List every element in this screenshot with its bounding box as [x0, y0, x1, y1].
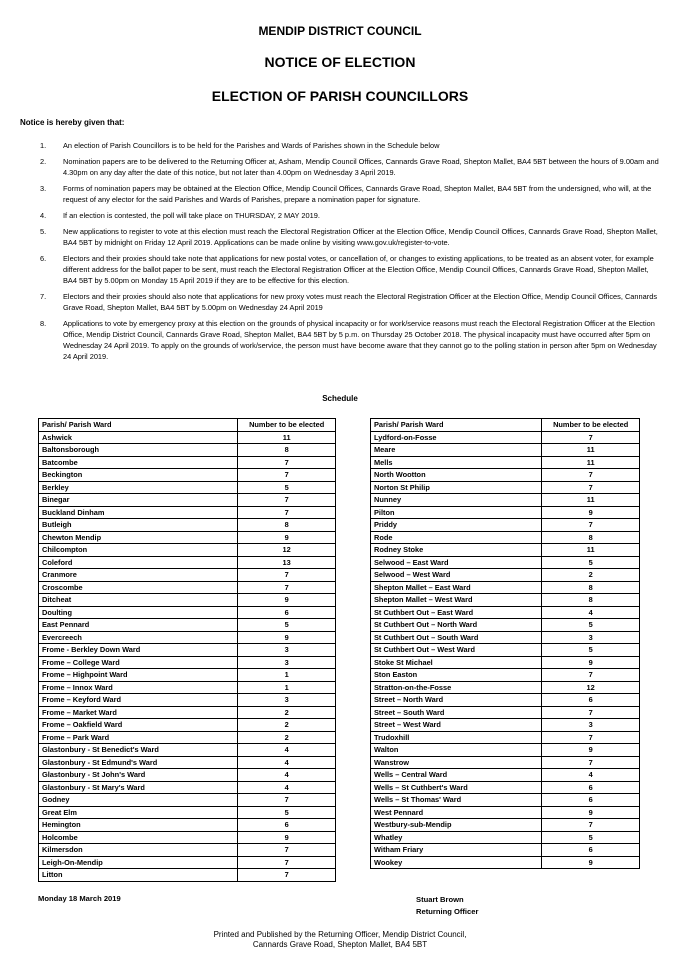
parish-name-cell: St Cuthbert Out – East Ward [371, 606, 542, 619]
parish-name-cell: Frome – Innox Ward [39, 681, 238, 694]
parish-name-cell: Wells – St Thomas' Ward [371, 794, 542, 807]
seats-count-cell: 7 [542, 469, 640, 482]
table-row [39, 594, 336, 607]
seats-count-cell: 13 [238, 556, 336, 569]
table-row [39, 494, 336, 507]
parish-name-cell: St Cuthbert Out – West Ward [371, 644, 542, 657]
table-row [371, 856, 640, 869]
seats-count-cell: 12 [542, 681, 640, 694]
parish-name-cell: Buckland Dinham [39, 506, 238, 519]
seats-count-cell: 6 [542, 694, 640, 707]
parish-name-cell: North Wootton [371, 469, 542, 482]
number-column-header: Number to be elected [238, 419, 336, 432]
parish-name-cell: Baltonsborough [39, 444, 238, 457]
seats-count-cell: 4 [238, 781, 336, 794]
table-row [371, 844, 640, 857]
table-row [371, 706, 640, 719]
publisher-footer [0, 930, 680, 950]
parish-name-cell: St Cuthbert Out – South Ward [371, 631, 542, 644]
parish-name-cell: Frome – Highpoint Ward [39, 669, 238, 682]
seats-count-cell: 11 [542, 544, 640, 557]
seats-count-cell: 4 [238, 744, 336, 757]
seats-count-cell: 9 [238, 831, 336, 844]
table-row [39, 469, 336, 482]
seats-count-cell: 3 [542, 631, 640, 644]
table-row [39, 756, 336, 769]
parish-name-cell: Beckington [39, 469, 238, 482]
parish-column-header: Parish/ Parish Ward [371, 419, 542, 432]
table-row [371, 581, 640, 594]
table-row [39, 744, 336, 757]
parish-name-cell: Trudoxhill [371, 731, 542, 744]
parish-name-cell: Glastonbury - St Benedict's Ward [39, 744, 238, 757]
table-row [39, 694, 336, 707]
table-row [371, 444, 640, 457]
seats-count-cell: 7 [542, 481, 640, 494]
table-row [371, 431, 640, 444]
table-header-row [371, 419, 640, 432]
parish-name-cell: Glastonbury - St Mary's Ward [39, 781, 238, 794]
seats-count-cell: 3 [238, 694, 336, 707]
table-row [371, 494, 640, 507]
parish-name-cell: Frome – Market Ward [39, 706, 238, 719]
parish-name-cell: Norton St Philip [371, 481, 542, 494]
notice-text: Electors and their proxies should take note that applications for new postal votes, or cancellation of, or changes to existing applications, to be treated as an absent voter, for example different address for the ballot paper to be sent, must reach the Electoral Registration Officer at the Election Office, Mendip Council Offices, Cannards Grave Road, Shepton Mallet, BA4 5BT by 5.00pm on Monday 15 April 2019 if they are to be effective for this election. [63, 254, 654, 285]
table-row [39, 581, 336, 594]
parish-name-cell: Wells – St Cuthbert's Ward [371, 781, 542, 794]
seats-count-cell: 7 [542, 431, 640, 444]
seats-count-cell: 4 [542, 769, 640, 782]
seats-count-cell: 6 [238, 819, 336, 832]
signatory-title: Returning Officer [416, 907, 479, 916]
table-row [39, 719, 336, 732]
notice-text: Nomination papers are to be delivered to the Returning Officer at, Asham, Mendip Council Offices, Cannards Grave Road, Shepton Mallet, BA4 5BT between the hours of 9.00am and 4.30pm on any day after the date of this notice, but not later than 4.00pm on Wednesday 3 April 2019. [63, 157, 659, 177]
seats-count-cell: 11 [238, 431, 336, 444]
table-row [371, 481, 640, 494]
table-row [39, 506, 336, 519]
parish-name-cell: Batcombe [39, 456, 238, 469]
table-row [371, 469, 640, 482]
seats-count-cell: 8 [238, 519, 336, 532]
parish-name-cell: Street – North Ward [371, 694, 542, 707]
seats-count-cell: 12 [238, 544, 336, 557]
notice-item [20, 210, 662, 221]
parish-name-cell: Stoke St Michael [371, 656, 542, 669]
parish-name-cell: Rodney Stoke [371, 544, 542, 557]
table-row [371, 756, 640, 769]
seats-count-cell: 9 [542, 806, 640, 819]
parish-name-cell: Hemington [39, 819, 238, 832]
seats-count-cell: 9 [238, 631, 336, 644]
parish-name-cell: Ditcheat [39, 594, 238, 607]
notice-number: 4. [40, 211, 47, 220]
table-row [39, 769, 336, 782]
parish-name-cell: Chilcompton [39, 544, 238, 557]
seats-count-cell: 7 [238, 494, 336, 507]
parish-column-header: Parish/ Parish Ward [39, 419, 238, 432]
seats-count-cell: 5 [542, 556, 640, 569]
footer-line: Cannards Grave Road, Shepton Mallet, BA4 5BT [252, 940, 428, 949]
parish-name-cell: Evercreech [39, 631, 238, 644]
parish-name-cell: Westbury-sub-Mendip [371, 819, 542, 832]
table-row [371, 456, 640, 469]
parish-name-cell: Butleigh [39, 519, 238, 532]
seats-count-cell: 6 [542, 781, 640, 794]
table-row [39, 481, 336, 494]
notice-title: NOTICE OF ELECTION [264, 54, 416, 70]
schedule-table-left [38, 418, 336, 882]
notice-text: Forms of nomination papers may be obtained at the Election Office, Mendip Council Offices, Cannards Grave Road, Shepton Mallet, BA4 5BT from the undersigned, who will, at the request of any elector for the said Parishes and Wards of Parishes, prepare a nomination paper for signature. [63, 184, 652, 204]
table-header-row [39, 419, 336, 432]
table-row [39, 806, 336, 819]
notice-text: If an election is contested, the poll will take place on THURSDAY, 2 MAY 2019. [63, 211, 320, 220]
seats-count-cell: 7 [542, 731, 640, 744]
table-row [371, 631, 640, 644]
seats-count-cell: 8 [238, 444, 336, 457]
table-row [371, 719, 640, 732]
table-row [371, 544, 640, 557]
table-row [39, 819, 336, 832]
seats-count-cell: 3 [542, 719, 640, 732]
table-row [39, 794, 336, 807]
seats-count-cell: 6 [238, 606, 336, 619]
table-row [39, 844, 336, 857]
seats-count-cell: 11 [542, 494, 640, 507]
seats-count-cell: 9 [542, 656, 640, 669]
seats-count-cell: 5 [542, 644, 640, 657]
table-row [39, 856, 336, 869]
table-row [39, 669, 336, 682]
parish-name-cell: Witham Friary [371, 844, 542, 857]
parish-name-cell: Leigh-On-Mendip [39, 856, 238, 869]
seats-count-cell: 3 [238, 644, 336, 657]
seats-count-cell: 11 [542, 456, 640, 469]
parish-name-cell: Coleford [39, 556, 238, 569]
schedule-title: Schedule [322, 394, 358, 403]
parish-name-cell: Cranmore [39, 569, 238, 582]
table-row [39, 519, 336, 532]
seats-count-cell: 4 [238, 756, 336, 769]
parish-name-cell: Frome - Berkley Down Ward [39, 644, 238, 657]
table-row [371, 806, 640, 819]
table-row [39, 431, 336, 444]
seats-count-cell: 8 [542, 581, 640, 594]
seats-count-cell: 9 [542, 744, 640, 757]
seats-count-cell: 7 [238, 794, 336, 807]
parish-name-cell: Kilmersdon [39, 844, 238, 857]
table-row [39, 681, 336, 694]
table-row [371, 506, 640, 519]
seats-count-cell: 7 [542, 706, 640, 719]
notice-number: 6. [40, 254, 47, 263]
parish-name-cell: Priddy [371, 519, 542, 532]
seats-count-cell: 5 [542, 831, 640, 844]
table-row [371, 606, 640, 619]
parish-name-cell: Glastonbury - St John's Ward [39, 769, 238, 782]
seats-count-cell: 8 [542, 594, 640, 607]
table-row [39, 456, 336, 469]
parish-name-cell: Frome – Oakfield Ward [39, 719, 238, 732]
table-row [371, 781, 640, 794]
parish-name-cell: Selwood – East Ward [371, 556, 542, 569]
parish-name-cell: Street – West Ward [371, 719, 542, 732]
parish-name-cell: Shepton Mallet – West Ward [371, 594, 542, 607]
table-row [39, 569, 336, 582]
seats-count-cell: 9 [542, 856, 640, 869]
table-row [39, 544, 336, 557]
seats-count-cell: 1 [238, 681, 336, 694]
table-row [371, 556, 640, 569]
seats-count-cell: 7 [238, 581, 336, 594]
parish-name-cell: West Pennard [371, 806, 542, 819]
table-row [371, 681, 640, 694]
notice-item [20, 140, 662, 151]
seats-count-cell: 9 [238, 594, 336, 607]
table-row [371, 519, 640, 532]
parish-name-cell: Lydford-on-Fosse [371, 431, 542, 444]
seats-count-cell: 7 [542, 519, 640, 532]
table-row [371, 619, 640, 632]
parish-name-cell: Binegar [39, 494, 238, 507]
intro-text: Notice is hereby given that: [20, 118, 125, 127]
table-row [39, 556, 336, 569]
parish-name-cell: Litton [39, 869, 238, 882]
notice-number: 2. [40, 157, 47, 166]
table-row [371, 594, 640, 607]
seats-count-cell: 7 [238, 469, 336, 482]
parish-name-cell: Glastonbury - St Edmund's Ward [39, 756, 238, 769]
parish-name-cell: Wanstrow [371, 756, 542, 769]
table-row [39, 706, 336, 719]
notice-list [20, 140, 662, 367]
parish-name-cell: Holcombe [39, 831, 238, 844]
table-row [39, 606, 336, 619]
seats-count-cell: 9 [542, 506, 640, 519]
seats-count-cell: 7 [542, 756, 640, 769]
notice-text: New applications to register to vote at this election must reach the Electoral Registration Officer at the Election Office, Mendip Council Offices, Cannards Grave Road, Shepton Mallet, BA4 5BT by midnight on Friday 12 April 2019. Applications can be made online by visiting www.gov.uk/register-to-vote. [63, 227, 658, 247]
seats-count-cell: 2 [238, 719, 336, 732]
seats-count-cell: 7 [542, 819, 640, 832]
parish-name-cell: Frome – Park Ward [39, 731, 238, 744]
seats-count-cell: 5 [238, 806, 336, 819]
parish-name-cell: Chewton Mendip [39, 531, 238, 544]
parish-name-cell: Selwood – West Ward [371, 569, 542, 582]
notice-date: Monday 18 March 2019 [38, 894, 121, 903]
parish-name-cell: Walton [371, 744, 542, 757]
seats-count-cell: 2 [238, 731, 336, 744]
seats-count-cell: 11 [542, 444, 640, 457]
notice-text: An election of Parish Councillors is to be held for the Parishes and Wards of Parishes shown in the Schedule below [63, 141, 440, 150]
parish-name-cell: Mells [371, 456, 542, 469]
parish-name-cell: Frome – Keyford Ward [39, 694, 238, 707]
table-row [39, 619, 336, 632]
seats-count-cell: 7 [238, 456, 336, 469]
council-name: MENDIP DISTRICT COUNCIL [258, 24, 422, 38]
parish-name-cell: St Cuthbert Out – North Ward [371, 619, 542, 632]
seats-count-cell: 9 [238, 531, 336, 544]
table-row [371, 819, 640, 832]
seats-count-cell: 2 [238, 706, 336, 719]
parish-name-cell: Street – South Ward [371, 706, 542, 719]
seats-count-cell: 3 [238, 656, 336, 669]
table-row [39, 444, 336, 457]
seats-count-cell: 5 [542, 619, 640, 632]
parish-name-cell: Meare [371, 444, 542, 457]
parish-name-cell: Croscombe [39, 581, 238, 594]
signatory-name: Stuart Brown [416, 895, 464, 904]
parish-name-cell: Ashwick [39, 431, 238, 444]
seats-count-cell: 1 [238, 669, 336, 682]
table-row [39, 831, 336, 844]
seats-count-cell: 6 [542, 844, 640, 857]
footer-line: Printed and Published by the Returning Officer, Mendip District Council, [213, 930, 467, 939]
parish-name-cell: Wookey [371, 856, 542, 869]
table-row [39, 731, 336, 744]
notice-number: 5. [40, 227, 47, 236]
table-row [39, 781, 336, 794]
seats-count-cell: 7 [238, 869, 336, 882]
seats-count-cell: 7 [542, 669, 640, 682]
notice-number: 8. [40, 319, 47, 328]
parish-name-cell: Doulting [39, 606, 238, 619]
table-row [371, 669, 640, 682]
seats-count-cell: 5 [238, 481, 336, 494]
notice-number: 3. [40, 184, 47, 193]
table-row [371, 731, 640, 744]
table-row [371, 831, 640, 844]
table-row [371, 794, 640, 807]
notice-item [20, 291, 662, 313]
election-title: ELECTION OF PARISH COUNCILLORS [211, 88, 469, 104]
seats-count-cell: 2 [542, 569, 640, 582]
parish-name-cell: Ston Easton [371, 669, 542, 682]
seats-count-cell: 4 [542, 606, 640, 619]
notice-item [20, 226, 662, 248]
table-row [39, 656, 336, 669]
table-row [39, 631, 336, 644]
notice-item [20, 318, 662, 362]
table-row [371, 644, 640, 657]
seats-count-cell: 5 [238, 619, 336, 632]
table-row [371, 531, 640, 544]
parish-name-cell: Nunney [371, 494, 542, 507]
table-row [371, 694, 640, 707]
parish-name-cell: Shepton Mallet – East Ward [371, 581, 542, 594]
schedule-table-right [370, 418, 640, 869]
number-column-header: Number to be elected [542, 419, 640, 432]
table-row [371, 569, 640, 582]
parish-name-cell: Berkley [39, 481, 238, 494]
table-row [39, 869, 336, 882]
seats-count-cell: 7 [238, 844, 336, 857]
parish-name-cell: Great Elm [39, 806, 238, 819]
parish-name-cell: Godney [39, 794, 238, 807]
seats-count-cell: 7 [238, 569, 336, 582]
table-row [371, 744, 640, 757]
seats-count-cell: 7 [238, 856, 336, 869]
seats-count-cell: 6 [542, 794, 640, 807]
parish-name-cell: Rode [371, 531, 542, 544]
notice-text: Electors and their proxies should also note that applications for new proxy votes must reach the Electoral Registration Officer at the Election Office, Mendip Council Offices, Cannards Grave Road, Shepton Mallet, BA4 5BT by 5.00pm on Wednesday 24 April 2019 [63, 292, 658, 312]
table-row [371, 656, 640, 669]
notice-number: 1. [40, 141, 47, 150]
notice-item [20, 253, 662, 286]
notice-text: Applications to vote by emergency proxy at this election on the grounds of physical incapacity or for work/service reasons must reach the Electoral Registration Officer at the Election Office, Mendip District Council, Cannards Grave Road, Shepton Mallet, BA4 5BT by 5 p.m. on Thursday 25 October 2018. The physical incapacity must have occurred after 5pm on Wednesday 24 April 2019. To apply on the grounds of work/service, the person must have become aware that they cannot go to the polling station in person after 5pm on Wednesday 24 April 2019. [63, 319, 657, 361]
parish-name-cell: Pilton [371, 506, 542, 519]
parish-name-cell: East Pennard [39, 619, 238, 632]
notice-item [20, 183, 662, 205]
table-row [39, 644, 336, 657]
table-row [39, 531, 336, 544]
parish-name-cell: Wells – Central Ward [371, 769, 542, 782]
parish-name-cell: Stratton-on-the-Fosse [371, 681, 542, 694]
signature-block [416, 894, 478, 918]
table-row [371, 769, 640, 782]
seats-count-cell: 7 [238, 506, 336, 519]
notice-item [20, 156, 662, 178]
seats-count-cell: 8 [542, 531, 640, 544]
parish-name-cell: Whatley [371, 831, 542, 844]
seats-count-cell: 4 [238, 769, 336, 782]
parish-name-cell: Frome – College Ward [39, 656, 238, 669]
notice-number: 7. [40, 292, 47, 301]
